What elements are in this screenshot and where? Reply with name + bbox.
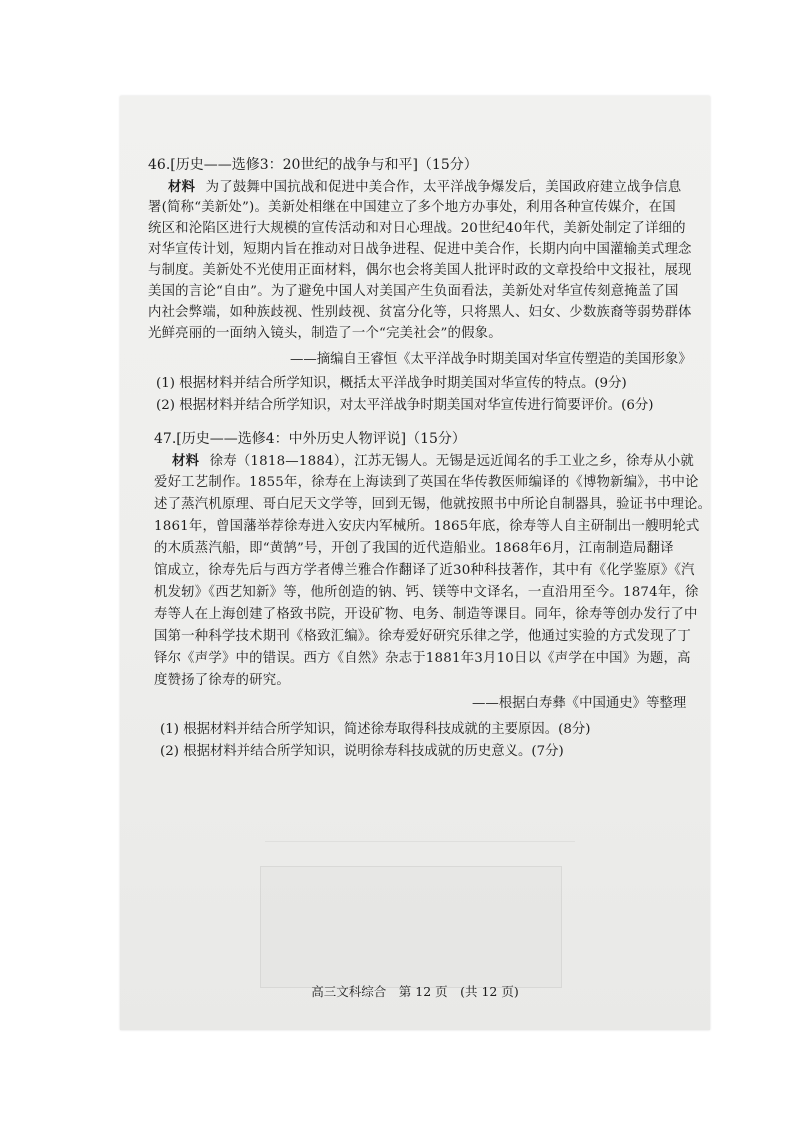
question-46-title: 46.[历史——选修3：20世纪的战争与和平]（15分）	[148, 157, 478, 173]
question-47-title: 47.[历史——选修4：中外历史人物评说]（15分）	[154, 431, 466, 447]
q47-line-11: 度赞扬了徐寿的研究。	[154, 673, 290, 688]
q47-line-9: 国第一种科学技术期刊《格致汇编》。徐寿爱好研究乐律之学，他通过实验的方式发现了丁	[154, 629, 691, 644]
material-label: 材料	[172, 453, 200, 469]
q46-line-5: 与制度。美新处不光使用正面材料，偶尔也会将美国人批评时政的文章投给中文报社，展现	[148, 263, 692, 278]
q46-subquestion-2: (2) 根据材料并结合所学知识，对太平洋战争时期美国对华宣传进行简要评价。(6分)	[156, 398, 654, 413]
q46-line-3: 统区和沦陷区进行大规模的宣传活动和对日心理战。20世纪40年代，美新处制定了详细的	[148, 221, 686, 236]
q46-line-6: 美国的言论“自由”。为了避免中国人对美国产生负面看法，美新处对华宣传刻意掩盖了国	[148, 284, 679, 299]
q47-line-7: 机发轫》《西艺知新》等，他所创造的钠、钙、镁等中文译名，一直沿用至今。1874年，徐	[154, 585, 699, 600]
q46-subquestion-1: (1) 根据材料并结合所学知识，概括太平洋战争时期美国对华宣传的特点。(9分)	[156, 376, 627, 391]
q47-source: ——根据白寿彝《中国通史》等整理	[472, 696, 687, 711]
q47-line-10: 铎尔《声学》中的错误。西方《自然》杂志于1881年3月10日以《声学在中国》为题，高	[154, 651, 691, 666]
q46-line-4: 对华宣传计划，短期内旨在推动对日战争进程、促进中美合作，长期内向中国灌输美式理念	[148, 242, 692, 257]
q46-line-2: 署(简称“美新处”)。美新处相继在中国建立了多个地方办事处，利用各种宣传媒介，在国	[148, 200, 676, 215]
show-through-artifact	[260, 866, 562, 988]
page-footer: 高三文科综合 第 12 页 (共 12 页)	[311, 984, 519, 999]
q47-line-1	[172, 452, 694, 471]
q47-line-6: 馆成立，徐寿先后与西方学者傅兰雅合作翻译了近30种科技著作，其中有《化学鉴原》《汽	[154, 563, 695, 578]
q47-subquestion-1: (1) 根据材料并结合所学知识，简述徐寿取得科技成就的主要原因。(8分)	[160, 722, 591, 737]
q46-line-8: 光鲜亮丽的一面纳入镜头，制造了一个“完美社会”的假象。	[148, 326, 502, 341]
q47-line-2: 爱好工艺制作。1855年，徐寿在上海读到了英国在华传教医师编译的《博物新编》，书中论	[154, 475, 699, 490]
material-label: 材料	[168, 179, 196, 195]
q47-line-8: 寿等人在上海创建了格致书院，开设矿物、电务、制造等课目。同年，徐寿等创办发行了中	[154, 607, 698, 622]
q47-line-5: 的木质蒸汽船，即“黄鹄”号，开创了我国的近代造船业。1868年6月，江南制造局翻译	[154, 541, 674, 556]
exam-page	[120, 96, 710, 1030]
q47-line-1-text: 徐寿（1818—1884），江苏无锡人。无锡是远近闻名的手工业之乡，徐寿从小就	[209, 454, 695, 469]
q46-line-7: 内社会弊端，如种族歧视、性别歧视、贫富分化等，只将黑人、妇女、少数族裔等弱势群体	[148, 305, 692, 320]
q47-line-3: 述了蒸汽机原理、哥白尼天文学等，回到无锡，他就按照书中所论自制器具，验证书中理论。	[154, 497, 712, 512]
q46-line-1	[168, 178, 681, 197]
q47-subquestion-2: (2) 根据材料并结合所学知识，说明徐寿科技成就的历史意义。(7分)	[160, 744, 564, 759]
show-through-artifact	[265, 841, 575, 852]
q47-line-4: 1861年，曾国藩举荐徐寿进入安庆内军械所。1865年底，徐寿等人自主研制出一艘明轮式	[154, 519, 700, 534]
q46-source: ——摘编自王睿恒《太平洋战争时期美国对华宣传塑造的美国形象》	[290, 352, 692, 367]
q46-line-1-text: 为了鼓舞中国抗战和促进中美合作，太平洋战争爆发后，美国政府建立战争信息	[205, 180, 682, 195]
